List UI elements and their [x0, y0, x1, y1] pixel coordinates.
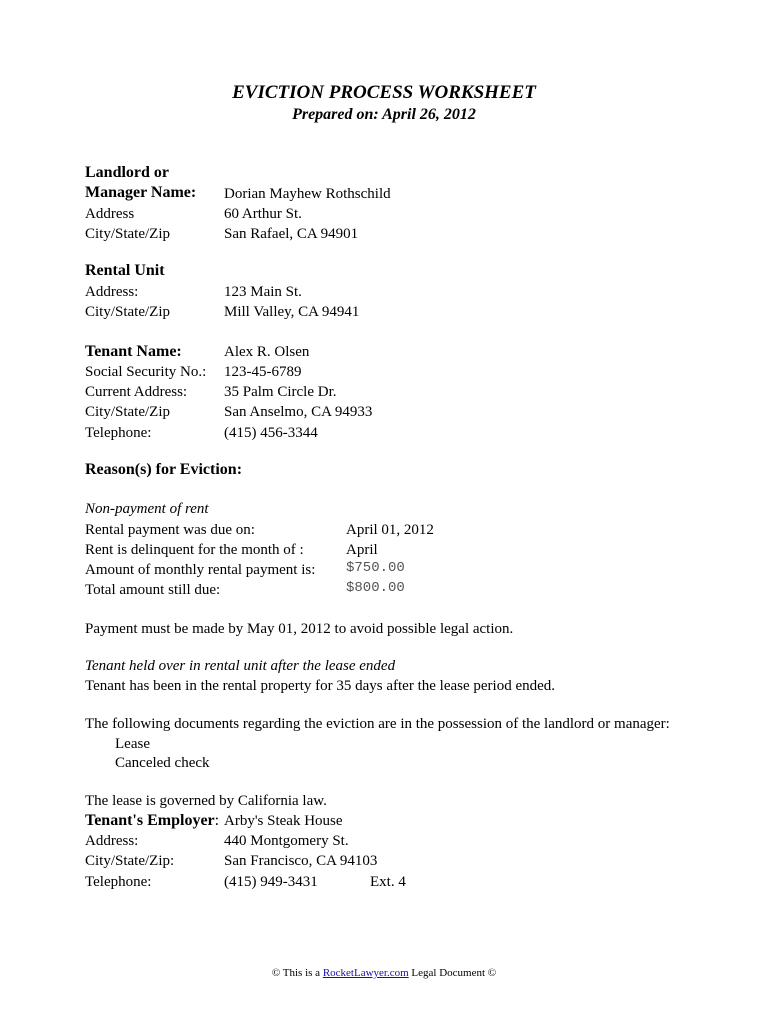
employer-city-value: San Francisco, CA 94103 — [224, 853, 378, 869]
footer — [0, 967, 768, 979]
tenant-phone-value: (415) 456-3344 — [224, 425, 318, 441]
tenant-address-label: Current Address: — [85, 384, 188, 400]
rental-city-value: Mill Valley, CA 94941 — [224, 304, 360, 320]
tenant-name-label: Tenant Name: — [85, 343, 182, 360]
landlord-city-value: San Rafael, CA 94901 — [224, 226, 359, 242]
rental-address-label: Address: — [85, 284, 139, 300]
monthly-amount-label: Amount of monthly rental payment is: — [85, 562, 316, 578]
ssn-label: Social Security No.: — [85, 364, 207, 380]
due-date-label: Rental payment was due on: — [85, 522, 255, 538]
tenant-name-value: Alex R. Olsen — [224, 344, 310, 360]
employer-label-colon: : — [214, 812, 220, 829]
rocketlawyer-link[interactable]: RocketLawyer.com — [322, 967, 409, 979]
total-due-value: $800.00 — [346, 580, 405, 596]
governing-law: The lease is governed by California law. — [85, 793, 327, 809]
document-title: EVICTION PROCESS WORKSHEET — [232, 82, 536, 103]
employer-phone-label: Telephone: — [85, 874, 152, 890]
reasons-heading: Reason(s) for Eviction: — [85, 461, 243, 478]
manager-name-label: Manager Name: — [85, 184, 197, 201]
monthly-amount-value: $750.00 — [346, 560, 405, 576]
holdover-text: Tenant has been in the rental property for 35 days after the lease period ended. — [85, 678, 556, 694]
footer-prefix: © This is a — [271, 967, 323, 979]
prepared-on-date: Prepared on: April 26, 2012 — [292, 106, 476, 123]
landlord-address-label: Address — [85, 206, 135, 222]
employer-address-value: 440 Montgomery St. — [224, 833, 349, 849]
employer-address-label: Address: — [85, 833, 139, 849]
employer-label — [85, 811, 219, 831]
due-date-value: April 01, 2012 — [346, 522, 434, 538]
document-item-canceled-check: Canceled check — [115, 755, 210, 771]
rental-city-label: City/State/Zip — [85, 304, 170, 320]
manager-name-value: Dorian Mayhew Rothschild — [224, 186, 391, 202]
landlord-city-label: City/State/Zip — [85, 226, 170, 242]
delinquent-month-value: April — [346, 542, 378, 558]
payment-notice: Payment must be made by May 01, 2012 to avoid possible legal action. — [85, 621, 514, 637]
tenant-phone-label: Telephone: — [85, 425, 152, 441]
ssn-value: 123-45-6789 — [224, 364, 302, 380]
nonpayment-heading: Non-payment of rent — [85, 501, 209, 517]
employer-phone-value: (415) 949-3431 — [224, 874, 318, 890]
employer-label-text: Tenant's Employer — [85, 812, 215, 829]
footer-suffix: Legal Document © — [408, 967, 497, 979]
tenant-address-value: 35 Palm Circle Dr. — [224, 384, 337, 400]
rental-unit-heading: Rental Unit — [85, 262, 165, 279]
employer-phone-ext: Ext. 4 — [370, 874, 406, 890]
total-due-label: Total amount still due: — [85, 582, 221, 598]
employer-name-value: Arby's Steak House — [224, 813, 343, 829]
document-item-lease: Lease — [115, 736, 150, 752]
delinquent-month-label: Rent is delinquent for the month of : — [85, 542, 304, 558]
tenant-city-label: City/State/Zip — [85, 404, 170, 420]
tenant-city-value: San Anselmo, CA 94933 — [224, 404, 373, 420]
landlord-label: Landlord or — [85, 164, 170, 181]
landlord-address-value: 60 Arthur St. — [224, 206, 302, 222]
rental-address-value: 123 Main St. — [224, 284, 302, 300]
holdover-heading: Tenant held over in rental unit after the lease ended — [85, 658, 396, 674]
documents-intro: The following documents regarding the eviction are in the possession of the landlord or manager: — [85, 716, 670, 732]
employer-city-label: City/State/Zip: — [85, 853, 175, 869]
